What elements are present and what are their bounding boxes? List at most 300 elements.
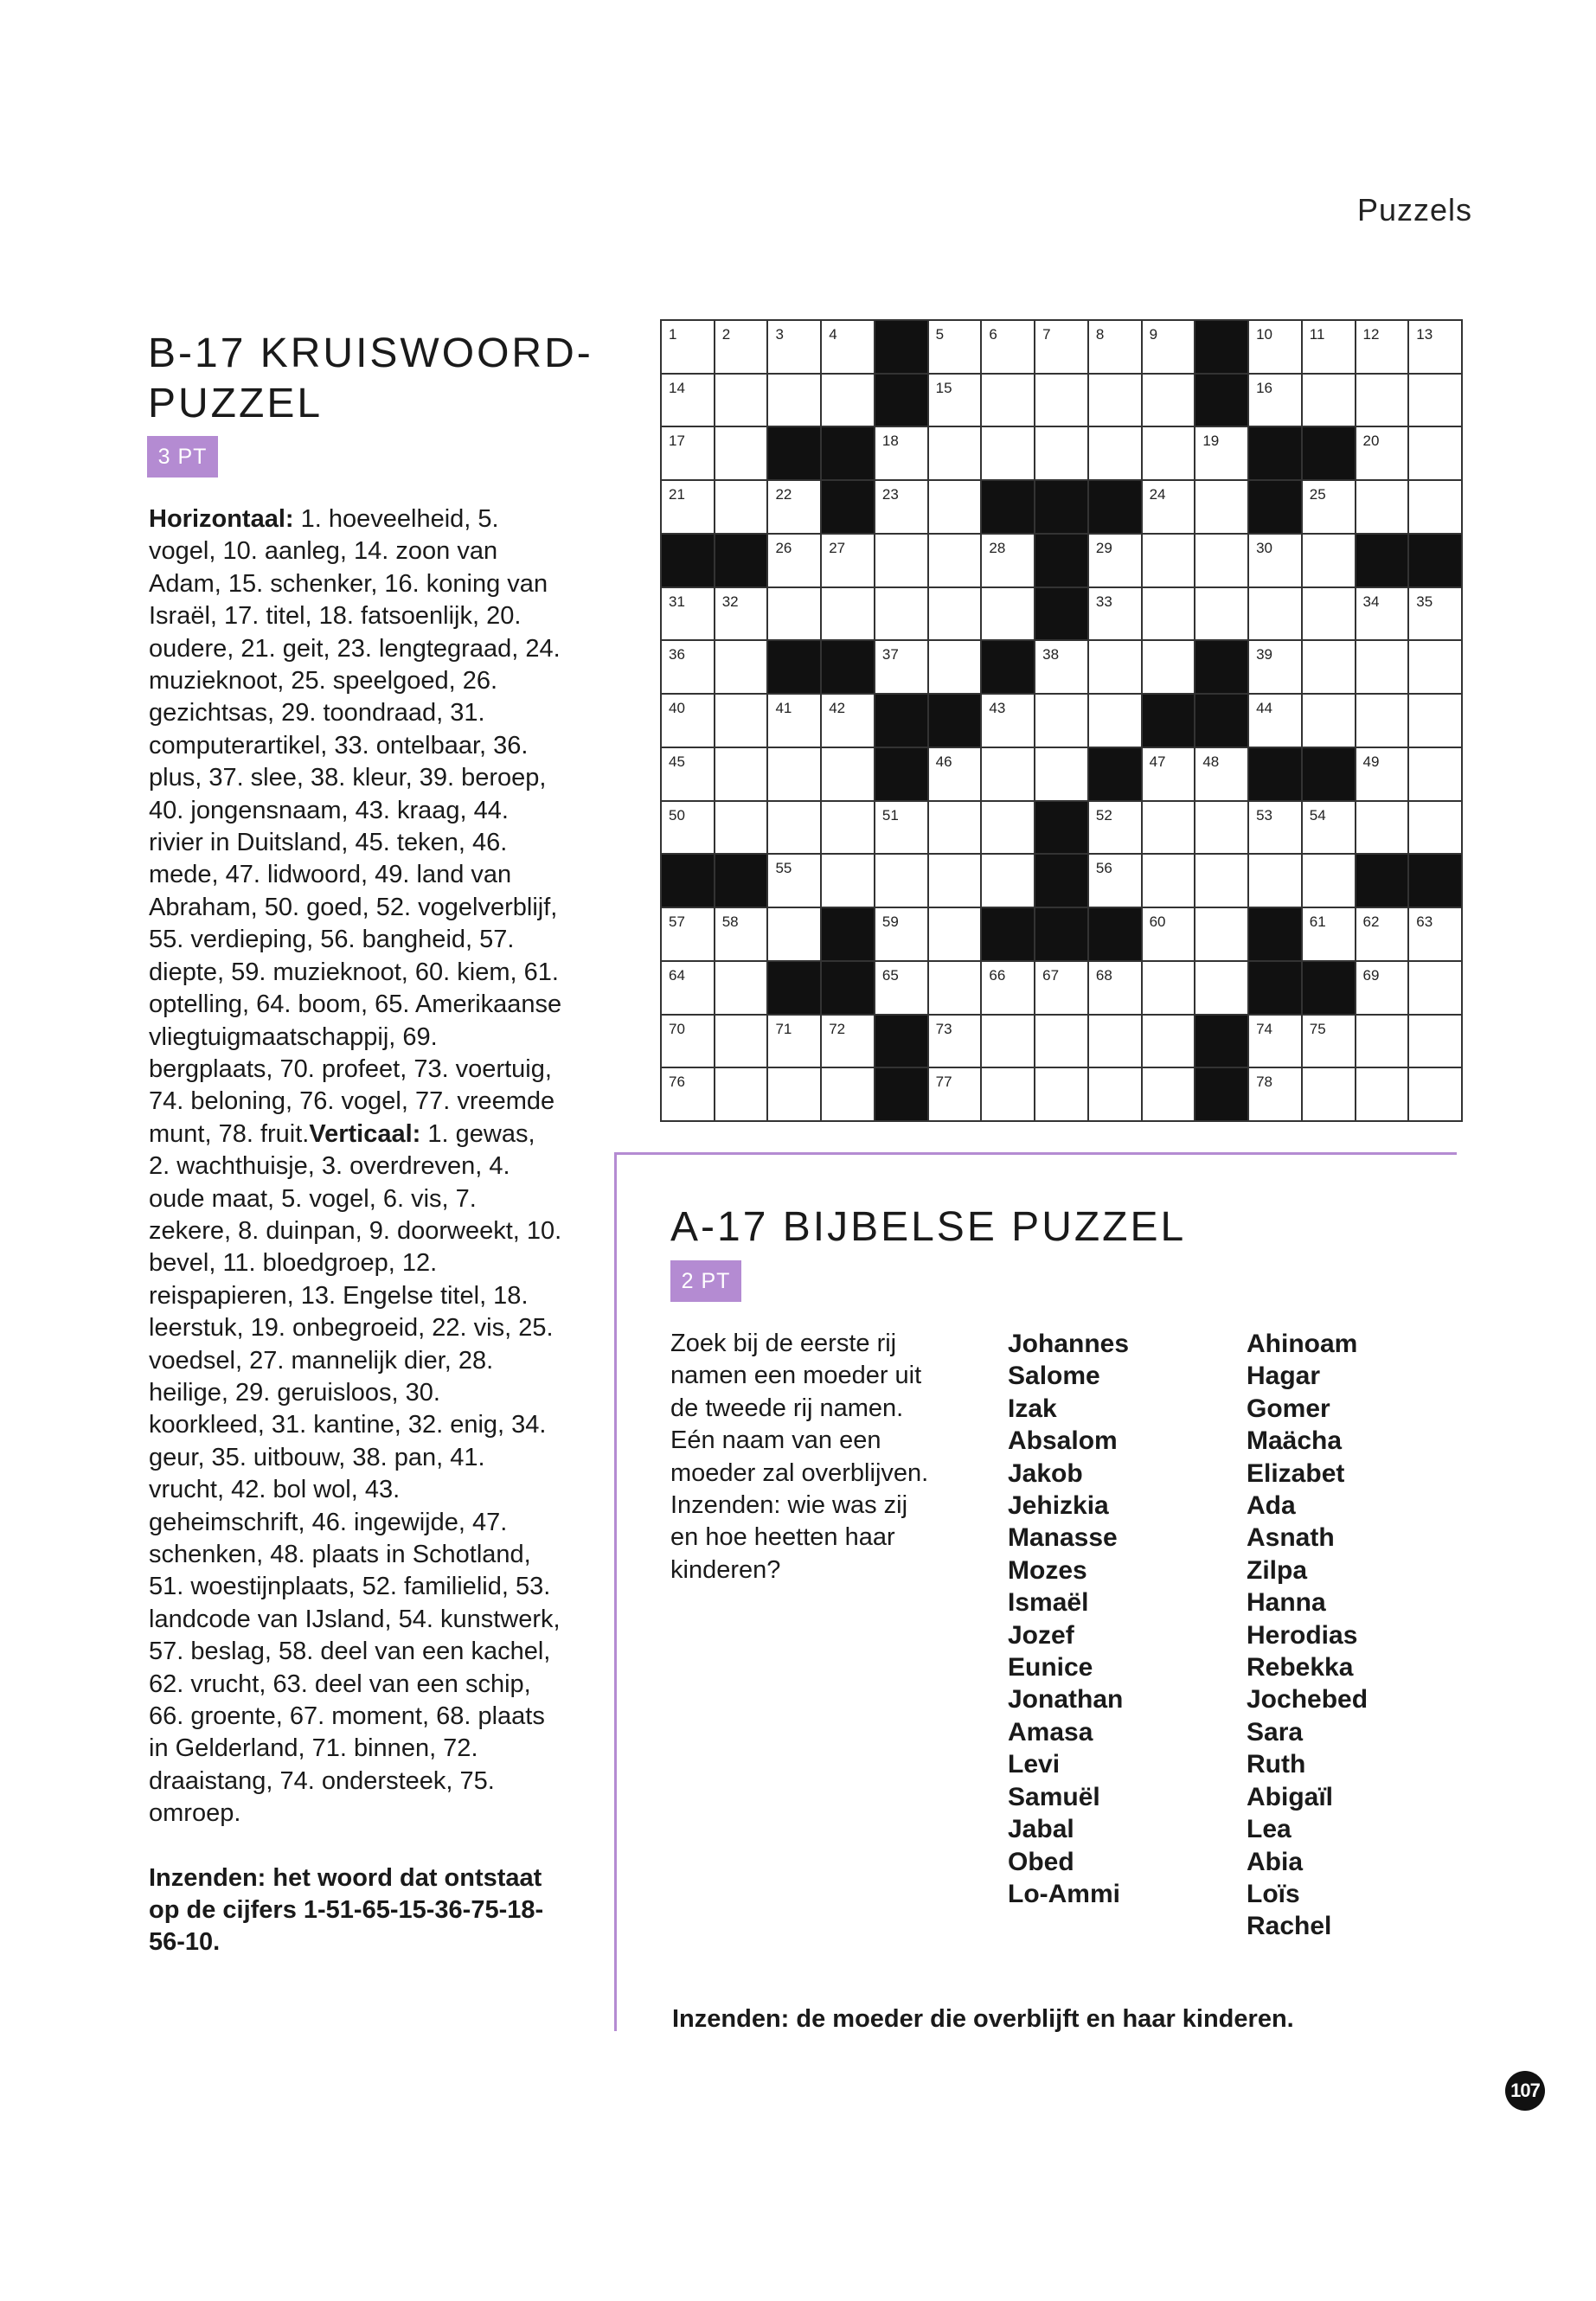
child-name: Manasse [1008,1523,1118,1553]
mother-name: Sara [1247,1717,1304,1747]
grid-cell[interactable] [1409,427,1463,481]
grid-block [1249,481,1303,535]
cell-number: 47 [1149,753,1166,770]
grid-cell[interactable] [875,962,929,1016]
grid-cell[interactable] [768,321,822,375]
grid-block [1089,748,1143,802]
grid-cell[interactable] [1409,321,1463,375]
grid-cell[interactable] [1356,1068,1410,1122]
across-text: 1. hoeveelheid, 5. vogel, 10. aanleg, 14. zoon van Adam, 15. schenker, 16. koning van Israël, 17. titel, 18. fatsoenlijk, 20. oudere, 21. geit, 23. lengtegraad, 24. muzieknoot, 25. speelgoed, 26. gezichtsas, 29. toondraad, 31. computerartikel, 33. ontelbaar, 36. plus, 37. slee, 38. kleur, 39. beroep, 40. jongensnaam, 43. kraag, 44. rivier in Duitsland, 45. teken, 46. mede, 47. lidwoord, 49. land van Abraham, 50. goed, 52. vogelverblijf, 55. verdieping, 56. bangheid, 57. diepte, 59. muzieknoot, 60. kiem, 61. optelling, 64. boom, 65. Amerikaanse vliegtuigmaatschappij, 69. bergplaats, 70. profeet, 73. voertuig, 74. beloning, 76. vogel, 77. vreemde munt, 78. fruit. [149,505,562,1148]
cell-number: 6 [989,326,997,343]
cell-number: 51 [881,806,899,824]
crossword-grid [660,319,1463,1122]
grid-block [1195,1068,1249,1122]
grid-block [982,481,1035,535]
cell-number: 37 [881,646,899,663]
grid-cell[interactable] [715,962,769,1016]
grid-cell[interactable] [1409,908,1463,962]
grid-cell[interactable] [715,375,769,428]
grid-cell[interactable] [1356,481,1410,535]
grid-cell[interactable] [1409,695,1463,748]
grid-cell[interactable] [929,1016,983,1069]
mother-name: Lea [1247,1815,1292,1844]
grid-cell[interactable] [929,908,983,962]
grid-cell[interactable] [1409,802,1463,856]
grid-cell[interactable] [715,1016,769,1069]
grid-cell[interactable] [768,695,822,748]
grid-cell[interactable] [662,802,715,856]
grid-cell[interactable] [1035,962,1089,1016]
grid-cell[interactable] [929,535,983,588]
grid-cell[interactable] [662,962,715,1016]
grid-cell[interactable] [662,641,715,695]
grid-cell[interactable] [982,1068,1035,1122]
grid-cell[interactable] [1249,802,1303,856]
grid-cell[interactable] [1143,588,1196,642]
grid-cell[interactable] [715,588,769,642]
grid-cell[interactable] [768,1016,822,1069]
cell-number: 63 [1416,913,1433,931]
grid-block [1409,535,1463,588]
child-name: Jonathan [1008,1685,1124,1715]
grid-cell[interactable] [1143,481,1196,535]
grid-cell[interactable] [1143,908,1196,962]
grid-cell[interactable] [1303,535,1356,588]
grid-cell[interactable] [1035,1068,1089,1122]
grid-cell[interactable] [1356,427,1410,481]
grid-cell[interactable] [768,481,822,535]
grid-cell[interactable] [768,1068,822,1122]
grid-cell[interactable] [1409,1016,1463,1069]
grid-block [1035,588,1089,642]
grid-cell[interactable] [822,321,875,375]
cell-number: 2 [721,326,731,343]
child-name: Jehizkia [1008,1491,1109,1521]
grid-cell[interactable] [982,1016,1035,1069]
grid-cell[interactable] [1249,588,1303,642]
grid-block [1303,962,1356,1016]
grid-cell[interactable] [662,427,715,481]
child-name: Eunice [1008,1653,1093,1682]
down-label: Verticaal: [309,1119,421,1148]
across-clues [149,503,562,1830]
cell-number: 28 [989,539,1006,556]
child-name: Absalom [1008,1426,1118,1456]
grid-cell[interactable] [1195,535,1249,588]
grid-cell[interactable] [982,588,1035,642]
grid-cell[interactable] [662,321,715,375]
grid-cell[interactable] [982,695,1035,748]
grid-block [822,481,875,535]
grid-cell[interactable] [1249,1016,1303,1069]
grid-cell[interactable] [1249,855,1303,908]
grid-cell[interactable] [1356,802,1410,856]
grid-block [1356,855,1410,908]
mother-name: Abigaïl [1247,1782,1334,1811]
cell-number: 76 [669,1074,685,1091]
cell-number: 26 [775,539,792,556]
grid-cell[interactable] [1356,695,1410,748]
grid-cell[interactable] [715,908,769,962]
cell-number: 4 [829,326,837,343]
grid-cell[interactable] [1143,855,1196,908]
grid-cell[interactable] [1303,375,1356,428]
grid-cell[interactable] [768,588,822,642]
cell-number: 9 [1149,326,1158,343]
grid-block [662,855,715,908]
cell-number: 30 [1256,539,1272,556]
grid-cell[interactable] [1143,321,1196,375]
grid-cell[interactable] [1409,748,1463,802]
grid-cell[interactable] [1089,321,1143,375]
child-name: Johannes [1008,1330,1130,1358]
child-name: Jabal [1008,1815,1074,1844]
mother-name: Hagar [1247,1362,1321,1391]
grid-cell[interactable] [1035,641,1089,695]
grid-cell[interactable] [929,427,983,481]
grid-block [822,427,875,481]
cell-number: 14 [669,379,685,396]
grid-block [875,375,929,428]
grid-cell[interactable] [1089,695,1143,748]
cell-number: 11 [1309,326,1325,343]
grid-cell[interactable] [822,802,875,856]
grid-cell[interactable] [662,588,715,642]
grid-cell[interactable] [929,321,983,375]
child-name: Obed [1008,1847,1074,1876]
grid-cell[interactable] [715,481,769,535]
child-name: Mozes [1008,1555,1087,1585]
grid-cell[interactable] [1195,802,1249,856]
grid-cell[interactable] [875,481,929,535]
crossword-title: B-17 KRUISWOORD-PUZZEL [148,330,593,426]
child-name: Jakob [1008,1458,1083,1488]
grid-cell[interactable] [1035,427,1089,481]
grid-block [1356,535,1410,588]
grid-cell[interactable] [1035,748,1089,802]
grid-block [1035,908,1089,962]
grid-cell[interactable] [1089,588,1143,642]
grid-cell[interactable] [822,855,875,908]
grid-cell[interactable] [822,1016,875,1069]
grid-cell[interactable] [1089,1016,1143,1069]
grid-cell[interactable] [1303,908,1356,962]
grid-cell[interactable] [1249,1068,1303,1122]
grid-cell[interactable] [715,427,769,481]
cell-number: 35 [1416,593,1433,610]
section-divider-vertical [614,1152,617,2031]
cell-number: 33 [1095,593,1112,610]
grid-cell[interactable] [1089,535,1143,588]
grid-cell[interactable] [768,908,822,962]
grid-cell[interactable] [982,802,1035,856]
grid-cell[interactable] [715,641,769,695]
grid-cell[interactable] [1143,641,1196,695]
grid-cell[interactable] [1409,1068,1463,1122]
grid-block [822,908,875,962]
grid-cell[interactable] [715,802,769,856]
grid-cell[interactable] [1303,855,1356,908]
grid-block [982,641,1035,695]
grid-cell[interactable] [1303,588,1356,642]
grid-cell[interactable] [982,427,1035,481]
grid-cell[interactable] [822,1068,875,1122]
child-name: Ismaël [1008,1588,1089,1618]
cell-number: 8 [1095,326,1105,343]
cell-number: 17 [669,433,685,450]
cell-number: 77 [935,1074,952,1091]
grid-cell[interactable] [662,1016,715,1069]
grid-cell[interactable] [822,695,875,748]
cell-number: 58 [721,913,739,931]
grid-cell[interactable] [982,535,1035,588]
grid-cell[interactable] [1035,375,1089,428]
grid-cell[interactable] [1035,321,1089,375]
grid-cell[interactable] [1356,588,1410,642]
child-name: Lo-Ammi [1008,1879,1120,1908]
grid-cell[interactable] [1356,748,1410,802]
grid-cell[interactable] [1356,1016,1410,1069]
grid-cell[interactable] [715,1068,769,1122]
grid-cell[interactable] [1143,1016,1196,1069]
cell-number: 41 [775,700,792,717]
grid-cell[interactable] [1249,641,1303,695]
cell-number: 40 [669,700,685,717]
cell-number: 34 [1362,593,1380,610]
mother-name: Abia [1247,1847,1304,1876]
grid-cell[interactable] [768,855,822,908]
grid-cell[interactable] [875,535,929,588]
mother-name: Elizabet [1247,1458,1345,1488]
grid-cell[interactable] [715,321,769,375]
grid-cell[interactable] [1303,802,1356,856]
grid-cell[interactable] [662,375,715,428]
crossword-points-badge: 3 PT [147,436,218,478]
grid-block [982,908,1035,962]
grid-cell[interactable] [875,802,929,856]
grid-cell[interactable] [982,375,1035,428]
child-name: Izak [1008,1394,1057,1423]
grid-cell[interactable] [662,695,715,748]
grid-cell[interactable] [1356,962,1410,1016]
grid-block [929,695,983,748]
grid-cell[interactable] [1195,748,1249,802]
cell-number: 72 [829,1020,846,1037]
grid-cell[interactable] [1195,908,1249,962]
grid-cell[interactable] [1195,588,1249,642]
grid-cell[interactable] [1409,588,1463,642]
mother-name: Ada [1247,1491,1296,1521]
cell-number: 74 [1256,1020,1272,1037]
mother-name: Herodias [1247,1620,1358,1650]
grid-cell[interactable] [1409,481,1463,535]
cell-number: 31 [669,593,685,610]
grid-cell[interactable] [768,375,822,428]
grid-block [715,535,769,588]
grid-cell[interactable] [822,748,875,802]
grid-cell[interactable] [1303,321,1356,375]
grid-cell[interactable] [1035,1016,1089,1069]
grid-cell[interactable] [929,962,983,1016]
grid-cell[interactable] [1195,427,1249,481]
cell-number: 67 [1042,966,1060,984]
grid-cell[interactable] [1143,1068,1196,1122]
page-number-badge: 107 [1505,2071,1545,2111]
grid-cell[interactable] [1089,802,1143,856]
grid-cell[interactable] [1089,1068,1143,1122]
grid-block [1195,641,1249,695]
grid-cell[interactable] [1409,962,1463,1016]
grid-block [768,427,822,481]
mother-name: Ruth [1247,1750,1306,1779]
grid-cell[interactable] [715,695,769,748]
grid-cell[interactable] [929,748,983,802]
grid-cell[interactable] [1356,375,1410,428]
cell-number: 27 [829,539,846,556]
grid-cell[interactable] [929,1068,983,1122]
grid-cell[interactable] [822,375,875,428]
grid-cell[interactable] [982,321,1035,375]
grid-block [1195,695,1249,748]
grid-cell[interactable] [1195,481,1249,535]
grid-block [1035,802,1089,856]
cell-number: 36 [669,646,685,663]
grid-block [1143,695,1196,748]
cell-number: 18 [881,433,899,450]
grid-cell[interactable] [982,855,1035,908]
grid-cell[interactable] [662,481,715,535]
grid-cell[interactable] [1249,321,1303,375]
grid-cell[interactable] [929,802,983,856]
grid-cell[interactable] [1249,695,1303,748]
grid-block [1303,427,1356,481]
cell-number: 32 [721,593,739,610]
grid-block [1249,962,1303,1016]
grid-cell[interactable] [768,802,822,856]
grid-cell[interactable] [1409,375,1463,428]
child-name: Levi [1008,1750,1061,1779]
grid-cell[interactable] [1195,855,1249,908]
cell-number: 43 [989,700,1006,717]
grid-block [768,962,822,1016]
grid-cell[interactable] [875,427,929,481]
cell-number: 54 [1309,806,1326,824]
grid-cell[interactable] [1143,802,1196,856]
grid-block [875,748,929,802]
grid-cell[interactable] [875,855,929,908]
grid-cell[interactable] [1089,855,1143,908]
grid-block [1035,481,1089,535]
grid-block [1249,908,1303,962]
grid-cell[interactable] [1195,962,1249,1016]
grid-cell[interactable] [1089,641,1143,695]
grid-block [1035,535,1089,588]
grid-cell[interactable] [929,481,983,535]
cell-number: 62 [1362,913,1380,931]
grid-cell[interactable] [875,641,929,695]
grid-cell[interactable] [1089,962,1143,1016]
grid-cell[interactable] [1035,695,1089,748]
mother-name: Zilpa [1247,1555,1308,1585]
grid-cell[interactable] [662,748,715,802]
child-name: Jozef [1008,1620,1074,1650]
grid-block [1409,855,1463,908]
crossword-clues [149,503,562,1959]
grid-cell[interactable] [875,908,929,962]
grid-block [1249,748,1303,802]
cell-number: 46 [935,753,952,770]
bible-puzzle-points-badge: 2 PT [670,1260,741,1302]
down-text: 1. gewas, 2. wachthuisje, 3. overdreven, 4. oude maat, 5. vogel, 6. vis, 7. zekere, 8. duinpan, 9. doorweekt, 10. bevel, 11. bloedgroep, 12. reispapieren, 13. Engelse titel, 18. leerstuk, 19. onbegroeid, 22. vis, 25. voedsel, 27. mannelijk dier, 28. heilige, 29. geruisloos, 30. koorkleed, 31. kantine, 32. enig, 34. geur, 35. uitbouw, 38. pan, 41. vrucht, 42. bol wol, 43. geheimschrift, 46. ingewijde, 47. schenken, 48. plaats in Schotland, 51. woestijnplaats, 52. familielid, 53. landcode van IJsland, 54. kunstwerk, 57. beslag, 58. deel van een kachel, 62. vrucht, 63. deel van een schip, 66. groente, 67. moment, 68. plaats in Gelderland, 71. binnen, 72. draaistang, 74. ondersteek, 75. omroep. [149,1119,562,1828]
grid-cell[interactable] [1303,1068,1356,1122]
grid-cell[interactable] [822,535,875,588]
grid-cell[interactable] [1409,641,1463,695]
grid-cell[interactable] [929,641,983,695]
grid-cell[interactable] [1143,535,1196,588]
cell-number: 71 [775,1020,792,1037]
grid-block [1249,427,1303,481]
grid-cell[interactable] [875,588,929,642]
grid-cell[interactable] [929,588,983,642]
grid-cell[interactable] [1356,321,1410,375]
cell-number: 3 [775,326,784,343]
child-name: Amasa [1008,1717,1093,1747]
grid-cell[interactable] [715,748,769,802]
grid-cell[interactable] [1089,427,1143,481]
grid-cell[interactable] [1143,962,1196,1016]
grid-cell[interactable] [662,908,715,962]
grid-cell[interactable] [1356,908,1410,962]
grid-cell[interactable] [1303,641,1356,695]
grid-block [822,641,875,695]
mother-name: Gomer [1247,1394,1330,1423]
cell-number: 55 [775,860,792,877]
grid-cell[interactable] [929,855,983,908]
grid-cell[interactable] [1303,695,1356,748]
grid-cell[interactable] [982,748,1035,802]
cell-number: 39 [1256,646,1272,663]
mother-name: Asnath [1247,1523,1335,1553]
grid-cell[interactable] [1089,375,1143,428]
cell-number: 38 [1042,646,1060,663]
grid-cell[interactable] [982,962,1035,1016]
grid-cell[interactable] [1143,748,1196,802]
grid-cell[interactable] [768,535,822,588]
grid-cell[interactable] [768,748,822,802]
across-label: Horizontaal: [149,505,294,533]
cell-number: 15 [935,379,952,396]
grid-cell[interactable] [1303,1016,1356,1069]
children-names-list [1008,1328,1129,1910]
cell-number: 57 [669,913,685,931]
grid-cell[interactable] [1249,535,1303,588]
section-divider-horizontal [614,1152,1457,1155]
grid-block [1089,481,1143,535]
grid-cell[interactable] [1143,427,1196,481]
grid-cell[interactable] [1249,375,1303,428]
cell-number: 61 [1309,913,1326,931]
grid-cell[interactable] [1303,481,1356,535]
grid-cell[interactable] [929,375,983,428]
grid-cell[interactable] [822,588,875,642]
grid-cell[interactable] [662,1068,715,1122]
cell-number: 16 [1256,379,1272,396]
mother-name: Rachel [1247,1912,1332,1941]
cell-number: 10 [1256,326,1272,343]
grid-block [1195,1016,1249,1069]
grid-cell[interactable] [1356,641,1410,695]
grid-cell[interactable] [1143,375,1196,428]
